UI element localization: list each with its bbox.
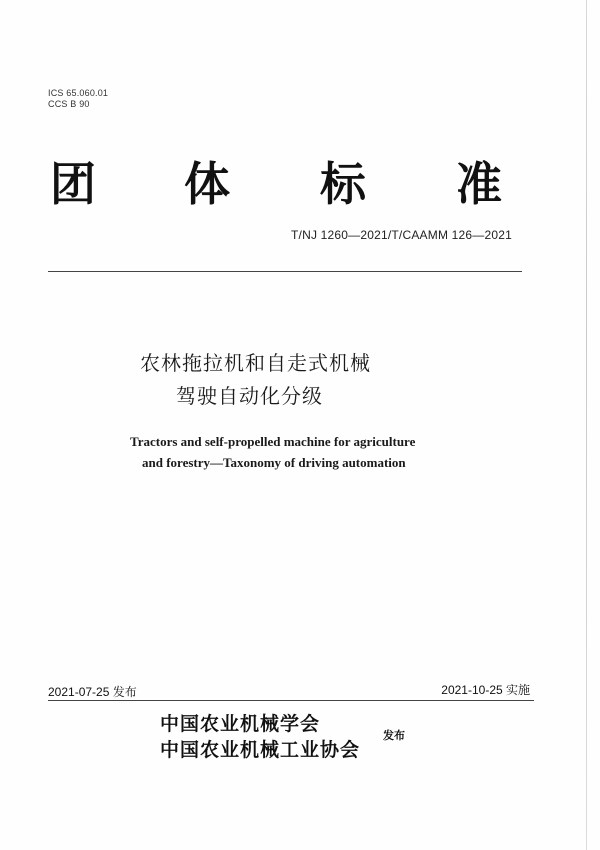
standard-type-title <box>50 156 520 216</box>
title-char-1: 团 <box>50 157 96 211</box>
bottom-divider <box>48 700 534 701</box>
ccs-code: CCS B 90 <box>48 99 90 109</box>
standard-code: T/NJ 1260—2021/T/CAAMM 126—2021 <box>291 228 512 242</box>
ics-code: ICS 65.060.01 <box>48 88 109 98</box>
publisher-org-2: 中国农业机械工业协会 <box>160 739 361 761</box>
publisher-block <box>160 711 360 763</box>
classification-block <box>48 88 108 110</box>
implementation-date: 2021-10-25 实施 <box>441 683 530 697</box>
title-char-2: 体 <box>184 157 230 211</box>
publisher-org-1: 中国农业机械学会 <box>160 713 321 735</box>
publish-label: 发布 <box>383 729 405 742</box>
scan-edge-line <box>586 0 587 850</box>
title-char-3: 标 <box>320 157 366 211</box>
issue-date: 2021-07-25 发布 <box>48 685 137 699</box>
english-title-line1: Tractors and self-propelled machine for agriculture <box>130 434 416 449</box>
chinese-title-line1: 农林拖拉机和自走式机械 <box>140 351 371 375</box>
top-divider <box>48 271 522 272</box>
chinese-title-line2: 驾驶自动化分级 <box>176 384 323 408</box>
english-title-line2: and forestry—Taxonomy of driving automation <box>142 455 406 470</box>
title-char-4: 准 <box>456 157 502 211</box>
